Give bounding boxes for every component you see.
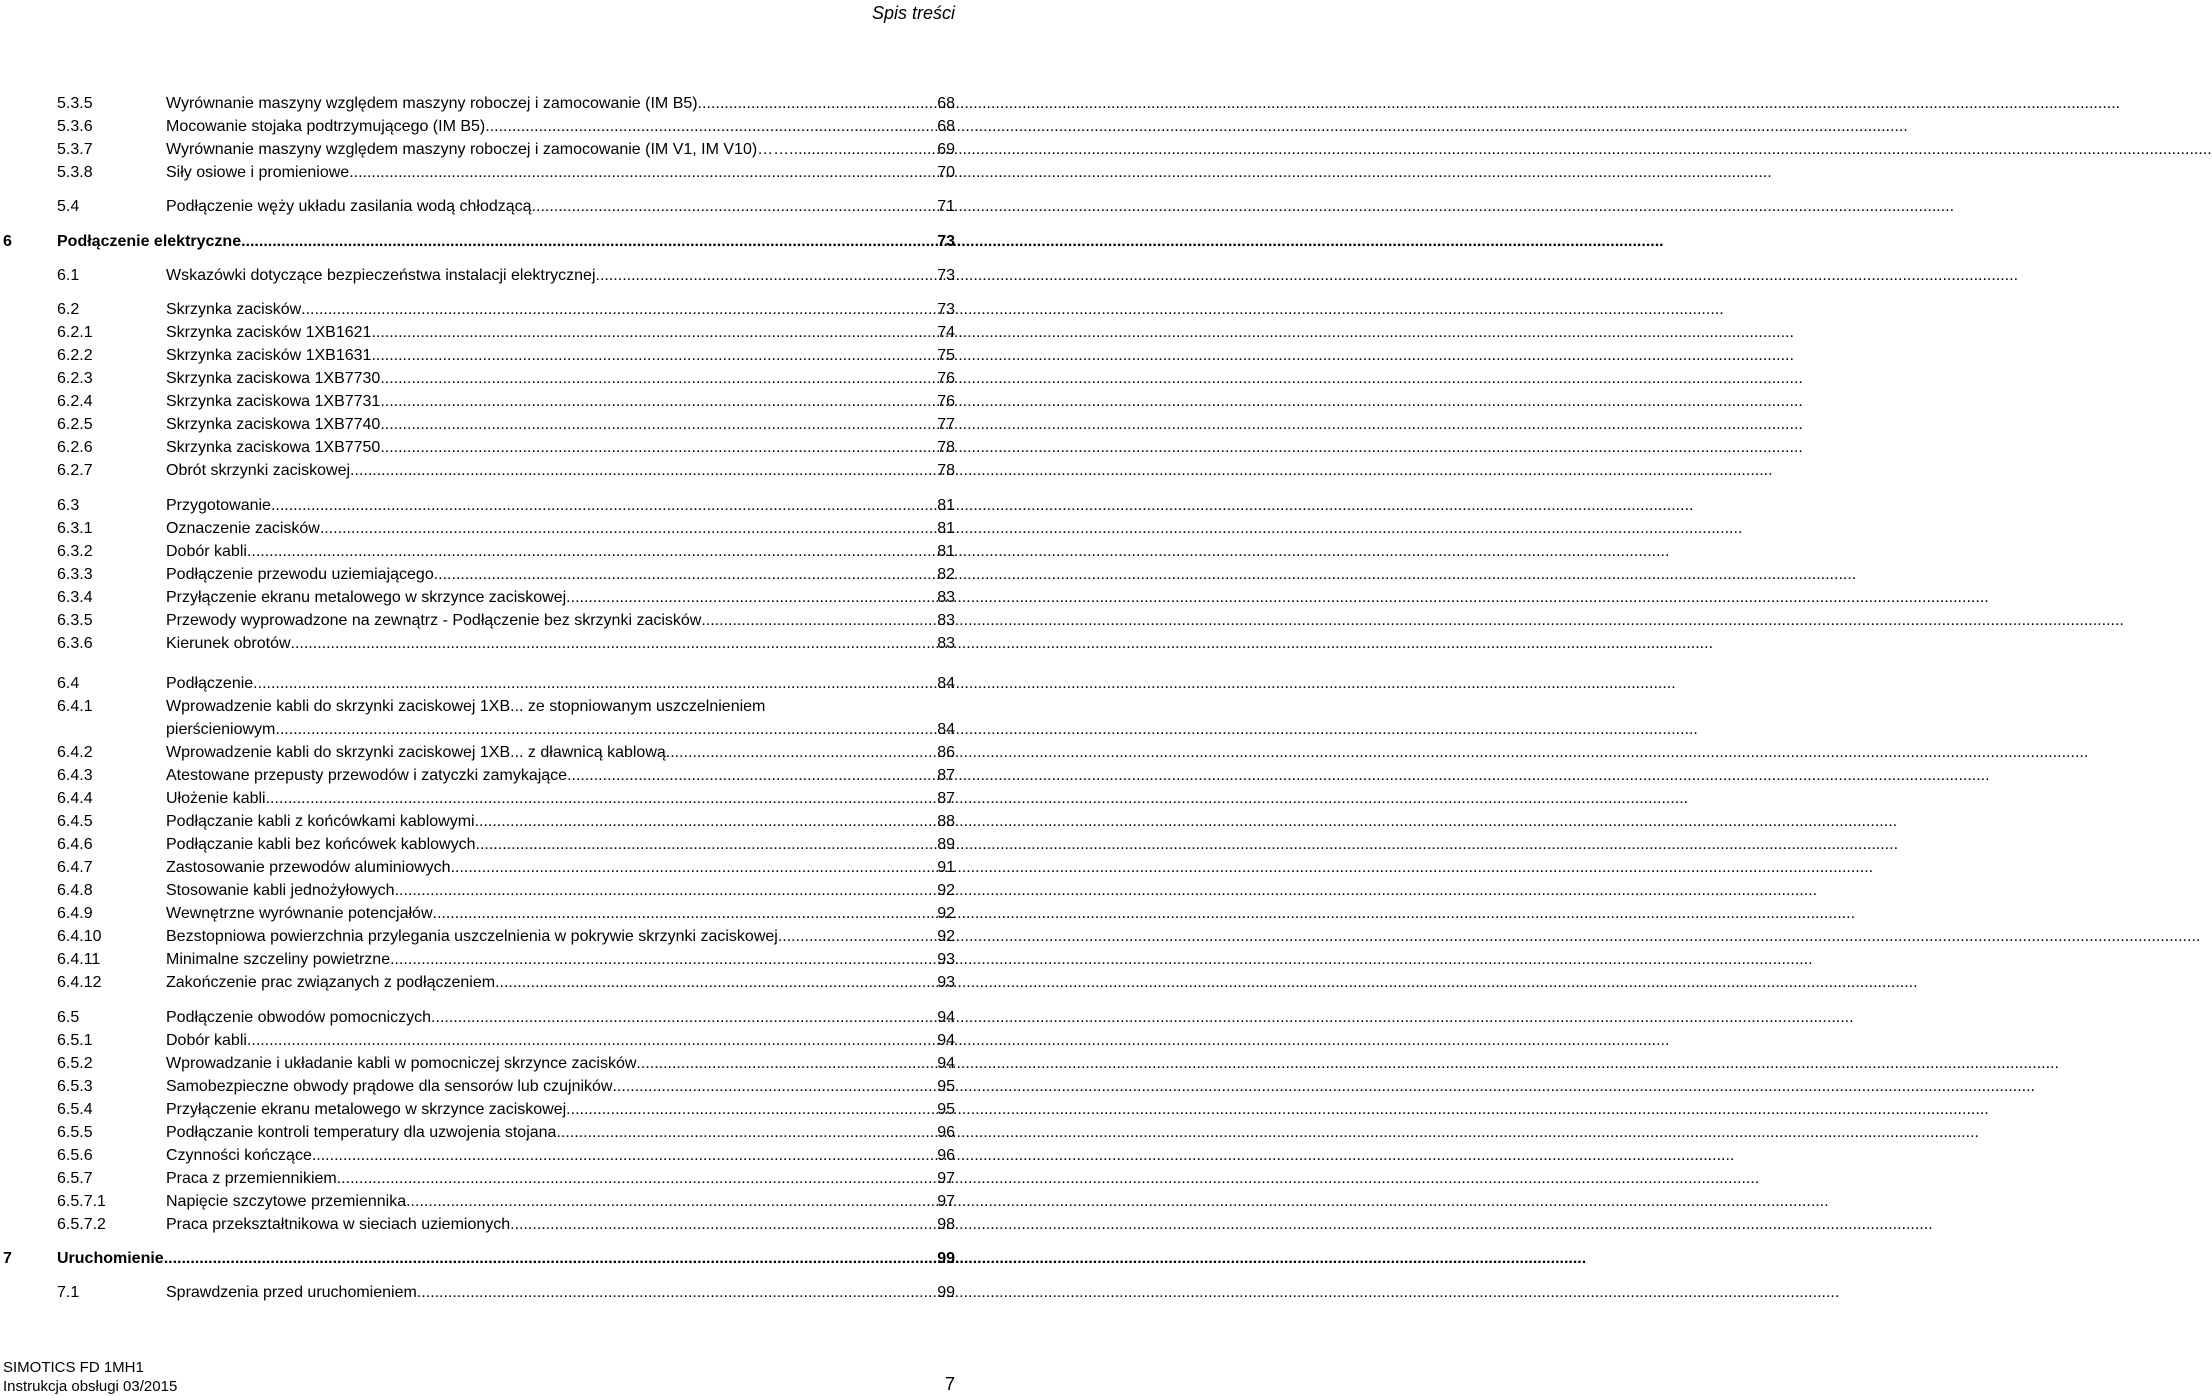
- toc-entry-title: Mocowanie stojaka podtrzymującego (IM B5): [166, 118, 486, 135]
- toc-entry-number: 6.2: [57, 301, 80, 318]
- toc-entry-title: Zakończenie prac związanych z podłączeniem: [166, 974, 496, 991]
- toc-entry-number: 7: [3, 1250, 12, 1267]
- toc-entry-page: 94: [937, 1009, 955, 1026]
- toc-entry-title: Atestowane przepusty przewodów i zatyczki zamykające: [166, 767, 568, 784]
- toc-entry-title: Podłączenie przewodu uziemiającego: [166, 566, 434, 583]
- toc-entry-number: 6.4.11: [57, 951, 101, 968]
- toc-entry-title: Skrzynka zaciskowa 1XB7730: [166, 370, 381, 387]
- toc-entry-number: 6.5.3: [57, 1078, 93, 1095]
- toc-entry-page: 69: [937, 141, 955, 158]
- toc-dot-leader: [532, 197, 938, 217]
- toc-entry-link[interactable]: [166, 461, 955, 481]
- toc-entry-link[interactable]: [166, 1283, 955, 1303]
- toc-entry-link[interactable]: [166, 323, 955, 343]
- toc-dot-leader: [395, 881, 938, 901]
- toc-entry-title-line: Wprowadzenie kabli do skrzynki zaciskowej 1XB... ze stopniowanym uszczelnieniem: [166, 698, 766, 715]
- toc-entry-number: 7.1: [57, 1284, 80, 1301]
- toc-entry-title: Samobezpieczne obwody prądowe dla sensorów lub czujników: [166, 1078, 613, 1095]
- toc-dot-leader: [275, 720, 937, 740]
- toc-entry-number: 6.4.2: [57, 744, 93, 761]
- toc-entry-title: Minimalne szczeliny powietrzne: [166, 951, 391, 968]
- toc-entry-number: 6.5.7.2: [57, 1216, 106, 1233]
- toc-entry-page: 89: [937, 836, 955, 853]
- toc-entry-number: 6.5: [57, 1009, 80, 1026]
- toc-dot-leader: [380, 438, 937, 458]
- toc-dot-leader: [349, 163, 937, 183]
- toc-entry-link[interactable]: [166, 140, 955, 160]
- toc-entry-number: 6.4.1: [57, 698, 93, 715]
- header-title: Spis treści: [871, 3, 955, 23]
- toc-entry-page: 96: [937, 1147, 955, 1164]
- toc-entry-title: Podłączenie węży układu zasilania wodą chłodzącą: [166, 198, 532, 215]
- toc-entry-link[interactable]: [57, 232, 955, 252]
- toc-entry-number: 6.2.6: [57, 439, 93, 456]
- toc-entry-link[interactable]: [166, 904, 955, 924]
- toc-entry-page: 91: [937, 859, 955, 876]
- toc-entry-page: 68: [937, 118, 955, 135]
- toc-entry-title: Sprawdzenia przed uruchomieniem: [166, 1284, 417, 1301]
- toc-entry-number: 6: [3, 233, 12, 250]
- toc-entry-number: 6.3.4: [57, 589, 93, 606]
- toc-dot-leader: [380, 369, 937, 389]
- toc-dot-leader: [778, 927, 937, 947]
- toc-entry-page: 71: [937, 198, 955, 215]
- toc-entry-title: Przyłączenie ekranu metalowego w skrzynce zaciskowej: [166, 1101, 567, 1118]
- toc-entry-title: Uruchomienie: [57, 1250, 164, 1267]
- toc-entry-number: 6.2.4: [57, 393, 93, 410]
- toc-entry-page: 95: [937, 1078, 955, 1095]
- toc-dot-leader: [612, 1077, 937, 1097]
- toc-dot-leader: [266, 789, 938, 809]
- toc-entry-title: Wewnętrzne wyrównanie potencjałów: [166, 905, 433, 922]
- toc-entry-page: 94: [937, 1055, 955, 1072]
- toc-entry-number: 6.5.5: [57, 1124, 93, 1141]
- toc-entry-link[interactable]: [166, 1192, 955, 1212]
- toc-entry-page: 84: [937, 675, 955, 692]
- toc-entry-link[interactable]: [166, 927, 955, 947]
- toc-entry-number: 6.4: [57, 675, 80, 692]
- toc-entry-number: 6.3.2: [57, 543, 93, 560]
- toc-dot-leader: [495, 973, 937, 993]
- toc-entry-title: Stosowanie kabli jednożyłowych: [166, 882, 395, 899]
- toc-entry-title: Wprowadzanie i układanie kabli w pomocniczej skrzynce zacisków: [166, 1055, 637, 1072]
- toc-entry-link[interactable]: [166, 1169, 955, 1189]
- toc-entry-title: Przewody wyprowadzone na zewnątrz - Podłączenie bez skrzynki zacisków: [166, 612, 702, 629]
- toc-entry-page: 77: [937, 416, 955, 433]
- footer-manual: Instrukcja obsługi 03/2015: [3, 1378, 178, 1395]
- toc-entry-title: Siły osiowe i promieniowe: [166, 164, 350, 181]
- toc-entry-link[interactable]: [166, 858, 955, 878]
- toc-dot-leader: [241, 232, 937, 252]
- toc-entry-title: Podłączanie kontroli temperatury dla uzwojenia stojana: [166, 1124, 557, 1141]
- toc-entry-link[interactable]: [57, 1249, 955, 1269]
- toc-entry-number: 6.3: [57, 497, 80, 514]
- toc-entry-title: Podłączenie elektryczne: [57, 233, 242, 250]
- toc-entry-link[interactable]: [166, 973, 955, 993]
- toc-dot-leader: [475, 812, 938, 832]
- toc-dot-leader: [291, 634, 938, 654]
- toc-entry-link[interactable]: [166, 812, 955, 832]
- toc-dot-leader: [567, 766, 937, 786]
- toc-entry-number: 6.4.5: [57, 813, 93, 830]
- toc-entry-link[interactable]: [166, 588, 955, 608]
- toc-dot-leader: [433, 904, 938, 924]
- toc-entry-title: Zastosowanie przewodów aluminiowych: [166, 859, 451, 876]
- toc-entry-number: 6.3.3: [57, 566, 93, 583]
- toc-entry-number: 6.4.9: [57, 905, 93, 922]
- toc-entry-page: 99: [937, 1250, 955, 1267]
- toc-dot-leader: [451, 858, 938, 878]
- toc-entry-page: 97: [937, 1193, 955, 1210]
- toc-entry-title: Kierunek obrotów: [166, 635, 291, 652]
- toc-dot-leader: [271, 496, 937, 516]
- toc-entry-page: 74: [937, 324, 955, 341]
- toc-entry-page: 92: [937, 905, 955, 922]
- toc-entry-page: 68: [937, 95, 955, 112]
- toc-entry-number: 5.3.8: [57, 164, 93, 181]
- toc-dot-leader: [247, 1031, 937, 1051]
- toc-dot-leader: [253, 674, 937, 694]
- toc-entry-page: 84: [937, 721, 955, 738]
- toc-entry-link[interactable]: [166, 1077, 955, 1097]
- toc-entry-title: Obrót skrzynki zaciskowej: [166, 462, 351, 479]
- toc-entry-link[interactable]: [166, 1146, 955, 1166]
- toc-entry-page: 76: [937, 393, 955, 410]
- toc-dot-leader: [380, 392, 937, 412]
- toc-entry-page: 83: [937, 589, 955, 606]
- toc-entry-page: 73: [937, 267, 955, 284]
- toc-dot-leader: [556, 1123, 937, 1143]
- toc-entry-title: Skrzynka zaciskowa 1XB7750: [166, 439, 381, 456]
- toc-entry-link[interactable]: [166, 634, 955, 654]
- toc-entry-link[interactable]: [166, 1215, 955, 1235]
- toc-entry-number: 5.3.6: [57, 118, 93, 135]
- toc-entry-link[interactable]: [166, 720, 955, 740]
- toc-entry-title: Podłączenie: [166, 675, 254, 692]
- toc-dot-leader: [596, 266, 938, 286]
- toc-entry-number: 6.3.5: [57, 612, 93, 629]
- toc-entry-page: 70: [937, 164, 955, 181]
- toc-entry-number: 6.2.1: [57, 324, 93, 341]
- toc-entry-number: 6.1: [57, 267, 80, 284]
- toc-entry-title: Dobór kabli: [166, 1032, 247, 1049]
- toc-entry-page: 81: [937, 543, 955, 560]
- toc-entry-number: 6.2.2: [57, 347, 93, 364]
- toc-entry-title: Czynności kończące: [166, 1147, 312, 1164]
- toc-entry-title: pierścieniowym: [166, 721, 276, 738]
- toc-dot-leader: [636, 1054, 937, 1074]
- toc-entry-page: 88: [937, 813, 955, 830]
- toc-entry-link[interactable]: [166, 1008, 955, 1028]
- toc-entry-page: 82: [937, 566, 955, 583]
- toc-entry-title: Dobór kabli: [166, 543, 247, 560]
- toc-entry-page: 93: [937, 974, 955, 991]
- toc-entry-link[interactable]: [166, 1031, 955, 1051]
- toc-dot-leader: [350, 461, 937, 481]
- toc-entry-link[interactable]: [166, 881, 955, 901]
- toc-dot-leader: [406, 1192, 937, 1212]
- toc-entry-link[interactable]: [166, 94, 955, 114]
- toc-entry-page: 76: [937, 370, 955, 387]
- toc-entry-page: 75: [937, 347, 955, 364]
- toc-dot-leader: [371, 346, 937, 366]
- toc-entry-number: 6.3.1: [57, 520, 93, 537]
- toc-entry-link[interactable]: [166, 674, 955, 694]
- toc-entry-number: 6.5.2: [57, 1055, 93, 1072]
- toc-entry-title: Skrzynka zaciskowa 1XB7731: [166, 393, 381, 410]
- toc-entry-number: 6.2.7: [57, 462, 93, 479]
- toc-entry-link[interactable]: [166, 1123, 955, 1143]
- toc-entry-page: 94: [937, 1032, 955, 1049]
- toc-entry-title: Wprowadzenie kabli do skrzynki zaciskowej 1XB... z dławnicą kablową: [166, 744, 666, 761]
- toc-entry-title: Wskazówki dotyczące bezpieczeństwa instalacji elektrycznej: [166, 267, 596, 284]
- table-of-contents: [0, 0, 960, 1340]
- toc-dot-leader: [301, 300, 937, 320]
- toc-entry-link[interactable]: [166, 369, 955, 389]
- toc-entry-page: 81: [937, 520, 955, 537]
- toc-dot-leader: [566, 588, 937, 608]
- toc-entry-number: 5.4: [57, 198, 80, 215]
- toc-entry-title: Skrzynka zacisków 1XB1631: [166, 347, 372, 364]
- toc-entry-page: 95: [937, 1101, 955, 1118]
- toc-dot-leader: [371, 323, 937, 343]
- toc-entry-page: 96: [937, 1124, 955, 1141]
- toc-entry-number: 6.2.3: [57, 370, 93, 387]
- toc-entry-title: Ułożenie kabli: [166, 790, 266, 807]
- toc-dot-leader: [431, 1008, 937, 1028]
- toc-entry-page: 87: [937, 767, 955, 784]
- toc-dot-leader: [510, 1215, 937, 1235]
- toc-entry-link[interactable]: [166, 346, 955, 366]
- toc-dot-leader: [789, 140, 937, 160]
- toc-entry-number: 6.2.5: [57, 416, 93, 433]
- toc-entry-page: 81: [937, 497, 955, 514]
- toc-dot-leader: [164, 1249, 938, 1269]
- toc-entry-page: 78: [937, 439, 955, 456]
- toc-entry-link[interactable]: [166, 611, 955, 631]
- toc-dot-leader: [434, 565, 937, 585]
- toc-entry-page: 98: [937, 1216, 955, 1233]
- toc-dot-leader: [312, 1146, 937, 1166]
- toc-entry-title: Oznaczenie zacisków: [166, 520, 320, 537]
- toc-entry-link[interactable]: [166, 835, 955, 855]
- footer-product: SIMOTICS FD 1MH1: [3, 1359, 144, 1376]
- toc-dot-leader: [701, 611, 937, 631]
- toc-entry-link[interactable]: [166, 789, 955, 809]
- toc-dot-leader: [485, 117, 937, 137]
- toc-entry-title: Wyrównanie maszyny względem maszyny roboczej i zamocowanie (IM V1, IM V10)……: [166, 141, 790, 158]
- toc-entry-page: 99: [937, 1284, 955, 1301]
- toc-dot-leader: [337, 1169, 937, 1189]
- toc-entry-page: 83: [937, 635, 955, 652]
- toc-entry-link[interactable]: [166, 117, 955, 137]
- toc-entry-number: 6.4.7: [57, 859, 93, 876]
- toc-dot-leader: [476, 835, 938, 855]
- toc-entry-page: 86: [937, 744, 955, 761]
- toc-entry-title: Skrzynka zacisków: [166, 301, 302, 318]
- toc-entry-number: 6.4.8: [57, 882, 93, 899]
- footer-page-number: 7: [944, 1374, 955, 1394]
- toc-dot-leader: [390, 950, 937, 970]
- toc-entry-link[interactable]: [166, 565, 955, 585]
- toc-entry-page: 73: [937, 233, 955, 250]
- toc-dot-leader: [380, 415, 937, 435]
- toc-dot-leader: [566, 1100, 937, 1120]
- toc-entry-page: 92: [937, 882, 955, 899]
- toc-entry-link[interactable]: [166, 743, 955, 763]
- toc-entry-title: Podłączanie kabli z końcówkami kablowymi: [166, 813, 475, 830]
- toc-entry-number: 6.5.6: [57, 1147, 93, 1164]
- toc-entry-title: Bezstopniowa powierzchnia przylegania uszczelnienia w pokrywie skrzynki zaciskowej: [166, 928, 778, 945]
- toc-entry-link[interactable]: [166, 300, 955, 320]
- toc-entry-number: 5.3.7: [57, 141, 93, 158]
- toc-entry-number: 6.5.4: [57, 1101, 93, 1118]
- toc-entry-link[interactable]: [166, 392, 955, 412]
- toc-entry-number: 6.5.7: [57, 1170, 93, 1187]
- toc-entry-link[interactable]: [166, 415, 955, 435]
- toc-entry-link[interactable]: [166, 163, 955, 183]
- toc-entry-number: 6.4.4: [57, 790, 93, 807]
- toc-entry-number: 6.3.6: [57, 635, 93, 652]
- toc-entry-link[interactable]: [166, 496, 955, 516]
- toc-entry-link[interactable]: [166, 519, 955, 539]
- toc-entry-page: 97: [937, 1170, 955, 1187]
- toc-entry-page: 78: [937, 462, 955, 479]
- toc-entry-title: Podłączenie obwodów pomocniczych: [166, 1009, 432, 1026]
- toc-entry-link[interactable]: [166, 266, 955, 286]
- toc-entry-title: Wyrównanie maszyny względem maszyny roboczej i zamocowanie (IM B5): [166, 95, 698, 112]
- toc-entry-page: 93: [937, 951, 955, 968]
- toc-entry-number: 6.5.7.1: [57, 1193, 106, 1210]
- toc-dot-leader: [698, 94, 938, 114]
- toc-entry-title: Przygotowanie: [166, 497, 271, 514]
- toc-dot-leader: [666, 743, 937, 763]
- toc-entry-link[interactable]: [166, 1054, 955, 1074]
- toc-entry-title: Przyłączenie ekranu metalowego w skrzynce zaciskowej: [166, 589, 567, 606]
- toc-entry-page: 73: [937, 301, 955, 318]
- toc-entry-title: Skrzynka zaciskowa 1XB7740: [166, 416, 381, 433]
- toc-entry-link[interactable]: [166, 438, 955, 458]
- toc-entry-title: Podłączanie kabli bez końcówek kablowych: [166, 836, 476, 853]
- toc-entry-title: Napięcie szczytowe przemiennika: [166, 1193, 407, 1210]
- toc-dot-leader: [417, 1283, 937, 1303]
- toc-entry-number: 6.4.6: [57, 836, 93, 853]
- toc-entry-number: 5.3.5: [57, 95, 93, 112]
- toc-entry-page: 92: [937, 928, 955, 945]
- toc-entry-link[interactable]: [166, 542, 955, 562]
- toc-entry-number: 6.4.12: [57, 974, 102, 991]
- toc-entry-title: Skrzynka zacisków 1XB1621: [166, 324, 372, 341]
- toc-entry-link[interactable]: [166, 950, 955, 970]
- toc-entry-title: Praca przekształtnikowa w sieciach uziemionych: [166, 1216, 511, 1233]
- toc-entry-number: 6.4.3: [57, 767, 93, 784]
- toc-dot-leader: [247, 542, 937, 562]
- toc-entry-page: 83: [937, 612, 955, 629]
- toc-entry-link[interactable]: [166, 197, 955, 217]
- toc-entry-number: 6.5.1: [57, 1032, 93, 1049]
- toc-dot-leader: [320, 519, 937, 539]
- toc-entry-title: Praca z przemiennikiem: [166, 1170, 337, 1187]
- toc-entry-page: 87: [937, 790, 955, 807]
- toc-entry-link[interactable]: [166, 1100, 955, 1120]
- toc-entry-link[interactable]: [166, 766, 955, 786]
- toc-entry-number: 6.4.10: [57, 928, 102, 945]
